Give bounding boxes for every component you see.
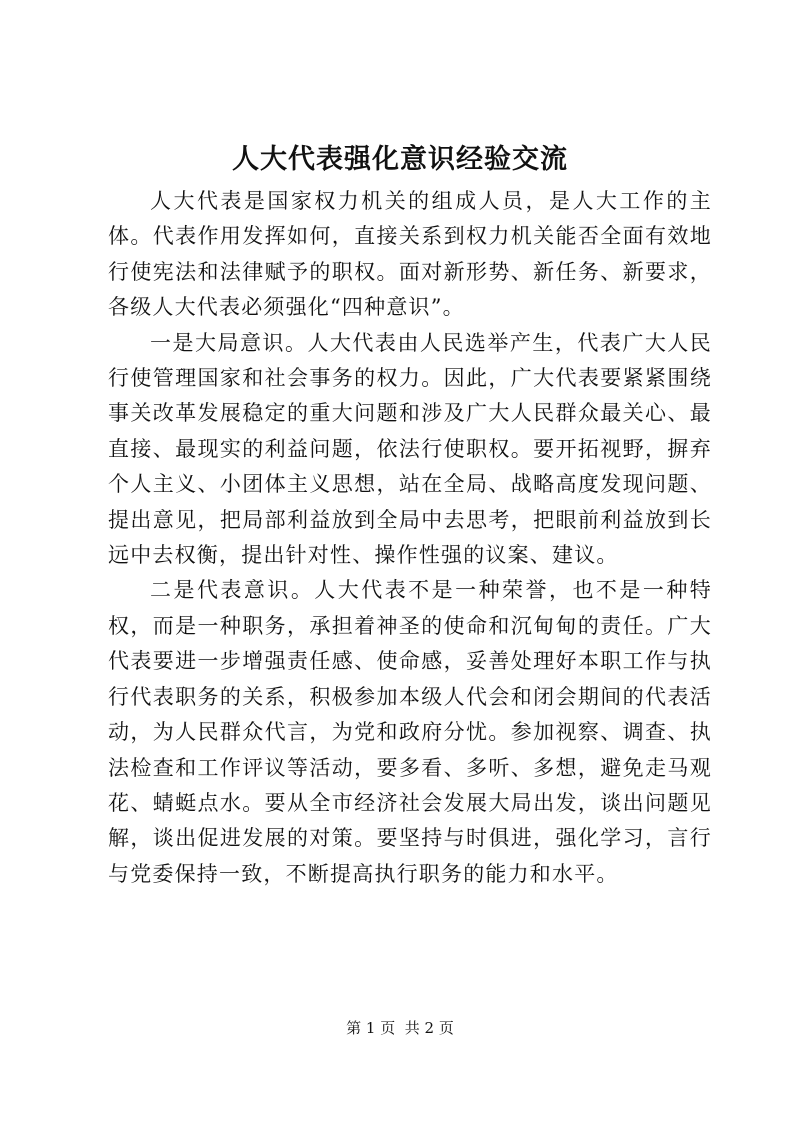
paragraph-overall-awareness: 一是大局意识。人大代表由人民选举产生，代表广大人民行使管理国家和社会事务的权力。因此，广大代表要紧紧围绕事关改革发展稳定的重大问题和涉及广大人民群众最关心、最直接、最现实的利益问题，依法行使职权。要开拓视野，摒弃个人主义、小团体主义思想，站在全局、战略高度发现问题、提出意见，把局部利益放到全局中去思考，把眼前利益放到长远中去权衡，提出针对性、操作性强的议案、建议。 (108, 330, 712, 568)
page-footer (0, 1018, 800, 1038)
document-body (108, 184, 712, 892)
paragraph-intro: 人大代表是国家权力机关的组成人员，是人大工作的主体。代表作用发挥如何，直接关系到权力机关能否全面有效地行使宪法和法律赋予的职权。面对新形势、新任务、新要求，各级人大代表必须强化“四种意识”。 (108, 189, 712, 320)
paragraph-representative-awareness: 二是代表意识。人大代表不是一种荣誉，也不是一种特权，而是一种职务，承担着神圣的使命和沉甸甸的责任。广大代表要进一步增强责任感、使命感，妥善处理好本职工作与执行代表职务的关系，积极参加本级人代会和闭会期间的代表活动，为人民群众代言，为党和政府分忧。参加视察、调查、执法检查和工作评议等活动，要多看、多听、多想，避免走马观花、蜻蜓点水。要从全市经济社会发展大局出发，谈出问题见解，谈出促进发展的对策。要坚持与时俱进，强化学习，言行与党委保持一致，不断提高执行职务的能力和水平。 (108, 578, 712, 886)
page-number-label: 第 1 页 共 2 页 (346, 1019, 454, 1037)
document-title: 人大代表强化意识经验交流 (232, 144, 568, 175)
